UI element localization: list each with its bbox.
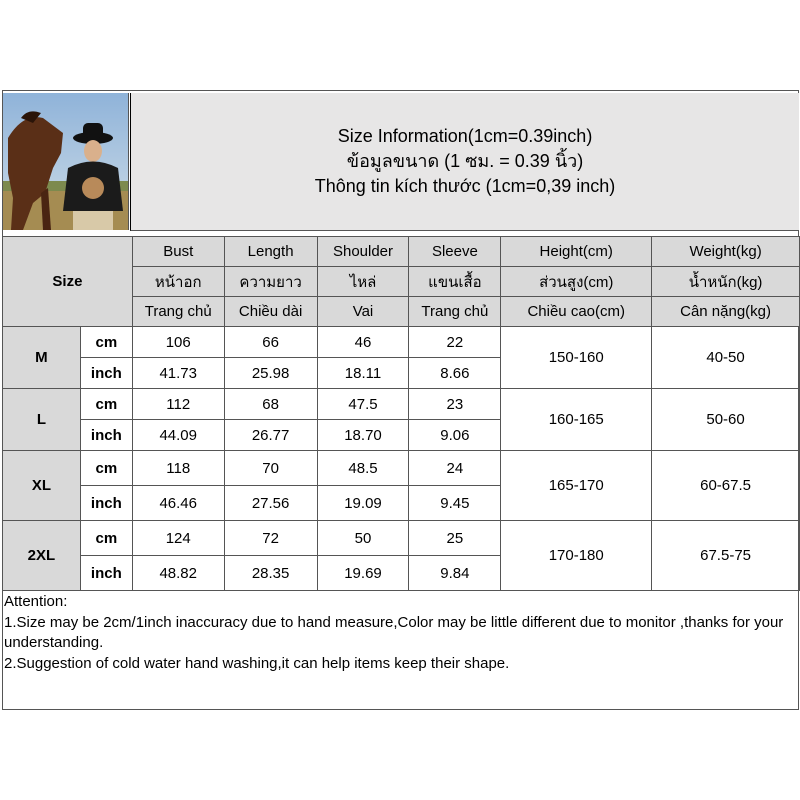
unit-label: cm — [80, 327, 132, 358]
header-sleeve: Sleeve — [409, 237, 501, 267]
length-value: 70 — [224, 451, 317, 486]
sleeve-value: 25 — [409, 521, 501, 556]
size-label: M — [3, 327, 81, 389]
product-photo — [3, 93, 129, 230]
header-weight-vi: Cân nặng(kg) — [652, 297, 800, 327]
header-weight-th: น้ำหนัก(kg) — [652, 267, 800, 297]
length-value: 26.77 — [224, 420, 317, 451]
bust-value: 44.09 — [132, 420, 224, 451]
bust-value: 118 — [132, 451, 224, 486]
height-value: 160-165 — [501, 389, 652, 451]
header-row-en — [3, 237, 800, 267]
bust-value: 124 — [132, 521, 224, 556]
title-english: Size Information(1cm=0.39inch) — [337, 126, 593, 146]
shoulder-value: 19.09 — [317, 486, 409, 521]
shoulder-value: 18.70 — [317, 420, 409, 451]
header-length-vi: Chiều dài — [224, 297, 317, 327]
shoulder-value: 50 — [317, 521, 409, 556]
title-block — [130, 93, 799, 231]
header-bust-vi: Trang chủ — [132, 297, 224, 327]
size-caption: Size — [3, 237, 133, 327]
length-value: 68 — [224, 389, 317, 420]
attention-notes — [4, 592, 794, 674]
bust-value: 48.82 — [132, 556, 224, 591]
table-row — [3, 521, 800, 556]
bust-value: 46.46 — [132, 486, 224, 521]
shoulder-value: 47.5 — [317, 389, 409, 420]
length-value: 25.98 — [224, 358, 317, 389]
table-row — [3, 327, 800, 358]
title-thai: ข้อมูลขนาด (1 ซม. = 0.39 นิ้ว) — [346, 151, 584, 171]
sleeve-value: 22 — [409, 327, 501, 358]
unit-label: cm — [80, 451, 132, 486]
header-bust: Bust — [132, 237, 224, 267]
unit-label: cm — [80, 521, 132, 556]
weight-value: 67.5-75 — [652, 521, 800, 591]
header-length-th: ความยาว — [224, 267, 317, 297]
sleeve-value: 8.66 — [409, 358, 501, 389]
header-height-th: ส่วนสูง(cm) — [501, 267, 652, 297]
table-row — [3, 389, 800, 420]
unit-label: inch — [80, 556, 132, 591]
height-value: 170-180 — [501, 521, 652, 591]
header-weight: Weight(kg) — [652, 237, 800, 267]
attention-heading: Attention: — [4, 593, 68, 610]
header-shoulder: Shoulder — [317, 237, 409, 267]
sleeve-value: 9.84 — [409, 556, 501, 591]
bust-value: 112 — [132, 389, 224, 420]
unit-label: inch — [80, 420, 132, 451]
unit-label: cm — [80, 389, 132, 420]
header-height-vi: Chiều cao(cm) — [501, 297, 652, 327]
header-bust-th: หน้าอก — [132, 267, 224, 297]
height-value: 150-160 — [501, 327, 652, 389]
bust-value: 41.73 — [132, 358, 224, 389]
sleeve-value: 23 — [409, 389, 501, 420]
bust-value: 106 — [132, 327, 224, 358]
header-sleeve-vi: Trang chủ — [409, 297, 501, 327]
length-value: 72 — [224, 521, 317, 556]
shoulder-value: 46 — [317, 327, 409, 358]
shoulder-value: 18.11 — [317, 358, 409, 389]
attention-note-2: 2.Suggestion of cold water hand washing,it can help items keep their shape. — [4, 654, 510, 672]
unit-label: inch — [80, 358, 132, 389]
header-height: Height(cm) — [501, 237, 652, 267]
sleeve-value: 9.06 — [409, 420, 501, 451]
size-table — [2, 236, 800, 591]
weight-value: 40-50 — [652, 327, 800, 389]
table-row — [3, 451, 800, 486]
shoulder-value: 19.69 — [317, 556, 409, 591]
header-shoulder-th: ไหล่ — [317, 267, 409, 297]
size-label: 2XL — [3, 521, 81, 591]
sleeve-value: 9.45 — [409, 486, 501, 521]
weight-value: 60-67.5 — [652, 451, 800, 521]
header-sleeve-th: แขนเสื้อ — [409, 267, 501, 297]
length-value: 66 — [224, 327, 317, 358]
size-label: L — [3, 389, 81, 451]
header-length: Length — [224, 237, 317, 267]
header-shoulder-vi: Vai — [317, 297, 409, 327]
length-value: 27.56 — [224, 486, 317, 521]
unit-label: inch — [80, 486, 132, 521]
shoulder-value: 48.5 — [317, 451, 409, 486]
size-label: XL — [3, 451, 81, 521]
title-vietnamese: Thông tin kích thước (1cm=0,39 inch) — [314, 176, 616, 196]
attention-note-1: 1.Size may be 2cm/1inch inaccuracy due to hand measure,Color may be little different due to monitor ,thanks for your understanding. — [4, 613, 784, 651]
weight-value: 50-60 — [652, 389, 800, 451]
length-value: 28.35 — [224, 556, 317, 591]
height-value: 165-170 — [501, 451, 652, 521]
sleeve-value: 24 — [409, 451, 501, 486]
